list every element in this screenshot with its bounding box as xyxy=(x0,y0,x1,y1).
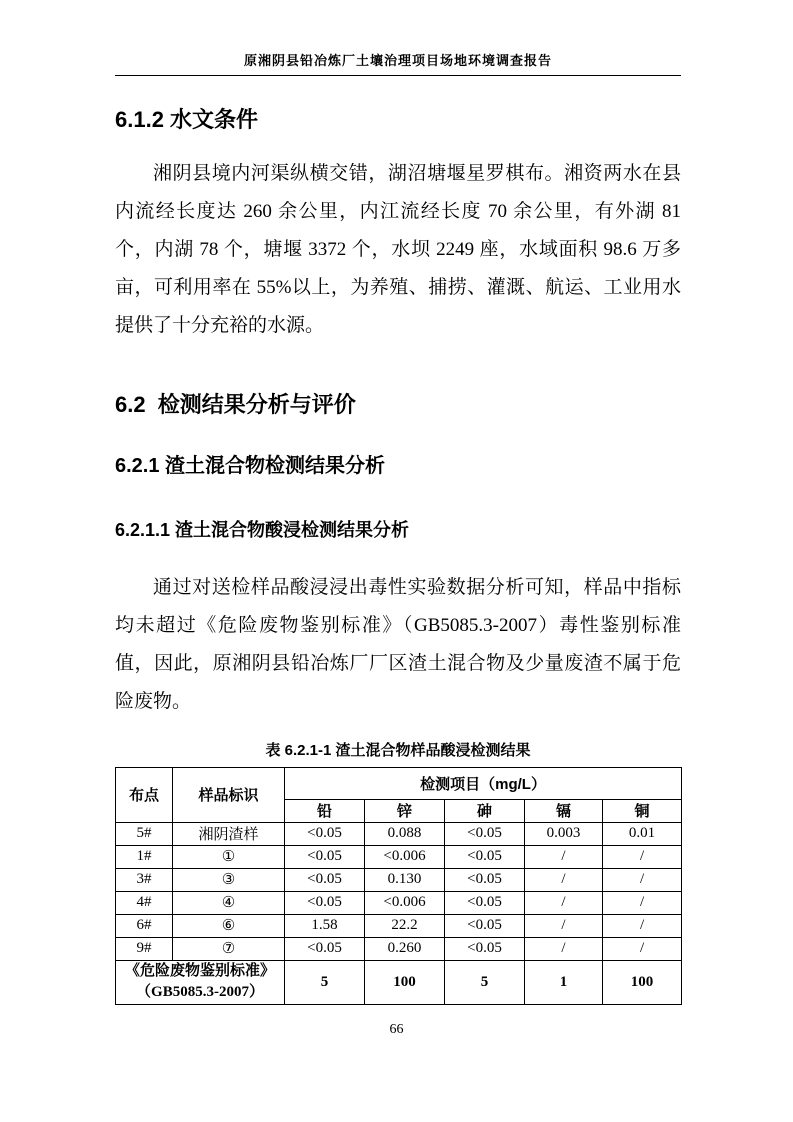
standard-label-line2: （GB5085.3-2007） xyxy=(136,984,264,1001)
column-header-cadmium: 镉 xyxy=(525,799,603,822)
page-number: 66 xyxy=(389,1022,404,1037)
standard-value-cadmium: 1 xyxy=(525,960,603,1005)
table-cell: / xyxy=(525,868,603,891)
table-cell: / xyxy=(525,914,603,937)
column-header-point: 布点 xyxy=(116,767,173,822)
table-cell: <0.05 xyxy=(285,822,365,845)
paragraph-analysis: 通过对送检样品酸浸浸出毒性实验数据分析可知，样品中指标均未超过《危险废物鉴别标准》（GB5085.3-2007）毒性鉴别标准值，因此，原湘阴县铅冶炼厂厂区渣土混合物及少量废渣不属于危险废物。 xyxy=(115,576,681,712)
table-cell: 4# xyxy=(116,891,173,914)
table-cell: 0.088 xyxy=(365,822,445,845)
table-caption: 表 6.2.1-1 渣土混合物样品酸浸检测结果 xyxy=(265,741,531,759)
heading-6-1-2: 6.1.2 水文条件 xyxy=(115,107,259,132)
standard-row xyxy=(116,960,682,1005)
table-cell: ③ xyxy=(173,868,285,891)
table-row xyxy=(116,891,682,914)
table-cell: <0.006 xyxy=(365,845,445,868)
table-cell: / xyxy=(525,937,603,960)
table-cell: ① xyxy=(173,845,285,868)
heading-6-2-1-1: 6.2.1.1 渣土混合物酸浸检测结果分析 xyxy=(115,520,410,541)
standard-label-line1: 《危险废物鉴别标准》 xyxy=(124,962,275,979)
table-cell: 0.003 xyxy=(525,822,603,845)
table-cell: <0.05 xyxy=(285,937,365,960)
paragraph-hydrology: 湘阴县境内河渠纵横交错，湖沼塘堰星罗棋布。湘资两水在县内流经长度达 260 余公里，内江流经长度 70 余公里，有外湖 81 个，内湖 78 个，塘堰 3372 个，水坝 2249 座，水域面积 98.6 万多亩，可利用率在 55%以上，为养殖、捕捞、灌溉、航运、工业用水提供了十分充裕的水源。 xyxy=(115,162,681,336)
standard-value-zinc: 100 xyxy=(365,960,445,1005)
table-cell: <0.05 xyxy=(285,868,365,891)
column-header-copper: 铜 xyxy=(603,799,682,822)
table-cell: 5# xyxy=(116,822,173,845)
sample-rows xyxy=(116,822,682,960)
table-cell: 1# xyxy=(116,845,173,868)
table-cell: / xyxy=(603,891,682,914)
table-cell: 0.130 xyxy=(365,868,445,891)
table-cell: ④ xyxy=(173,891,285,914)
header-title: 原湘阴县铅冶炼厂土壤治理项目场地环境调查报告 xyxy=(243,53,552,68)
table-cell: 1.58 xyxy=(285,914,365,937)
table-cell: ⑦ xyxy=(173,937,285,960)
table-cell: ⑥ xyxy=(173,914,285,937)
table-cell: <0.006 xyxy=(365,891,445,914)
table-cell: 6# xyxy=(116,914,173,937)
table-cell: <0.05 xyxy=(445,868,525,891)
standard-value-copper: 100 xyxy=(603,960,682,1005)
table-cell: 3# xyxy=(116,868,173,891)
table-row xyxy=(116,937,682,960)
table-cell: <0.05 xyxy=(445,822,525,845)
table-cell: 0.260 xyxy=(365,937,445,960)
column-header-zinc: 锌 xyxy=(365,799,445,822)
table-header-row-1 xyxy=(116,767,682,799)
heading-6-2-1: 6.2.1 渣土混合物检测结果分析 xyxy=(115,455,386,478)
table-cell: <0.05 xyxy=(445,937,525,960)
table-cell: <0.05 xyxy=(445,891,525,914)
table-row xyxy=(116,868,682,891)
document-header xyxy=(115,50,681,76)
table-cell: / xyxy=(525,845,603,868)
column-header-sample-id: 样品标识 xyxy=(173,767,285,822)
standard-label-cell xyxy=(116,960,285,1005)
table-cell: 湘阴渣样 xyxy=(173,822,285,845)
standard-value-lead: 5 xyxy=(285,960,365,1005)
table-cell: <0.05 xyxy=(285,845,365,868)
column-group-header-detection-items: 检测项目（mg/L） xyxy=(285,767,682,799)
table-cell: <0.05 xyxy=(445,845,525,868)
table-cell: / xyxy=(525,891,603,914)
column-header-arsenic: 砷 xyxy=(445,799,525,822)
table-row xyxy=(116,845,682,868)
column-header-lead: 铅 xyxy=(285,799,365,822)
table-cell: 9# xyxy=(116,937,173,960)
table-cell: 22.2 xyxy=(365,914,445,937)
standard-value-arsenic: 5 xyxy=(445,960,525,1005)
table-cell: / xyxy=(603,914,682,937)
table-cell: 0.01 xyxy=(603,822,682,845)
table-cell: / xyxy=(603,845,682,868)
table-cell: <0.05 xyxy=(285,891,365,914)
table-row xyxy=(116,822,682,845)
leaching-results-table xyxy=(115,767,682,1006)
table-cell: / xyxy=(603,868,682,891)
table-cell: <0.05 xyxy=(445,914,525,937)
table-row xyxy=(116,914,682,937)
table-cell: / xyxy=(603,937,682,960)
heading-6-2: 6.2 检测结果分析与评价 xyxy=(115,391,356,417)
